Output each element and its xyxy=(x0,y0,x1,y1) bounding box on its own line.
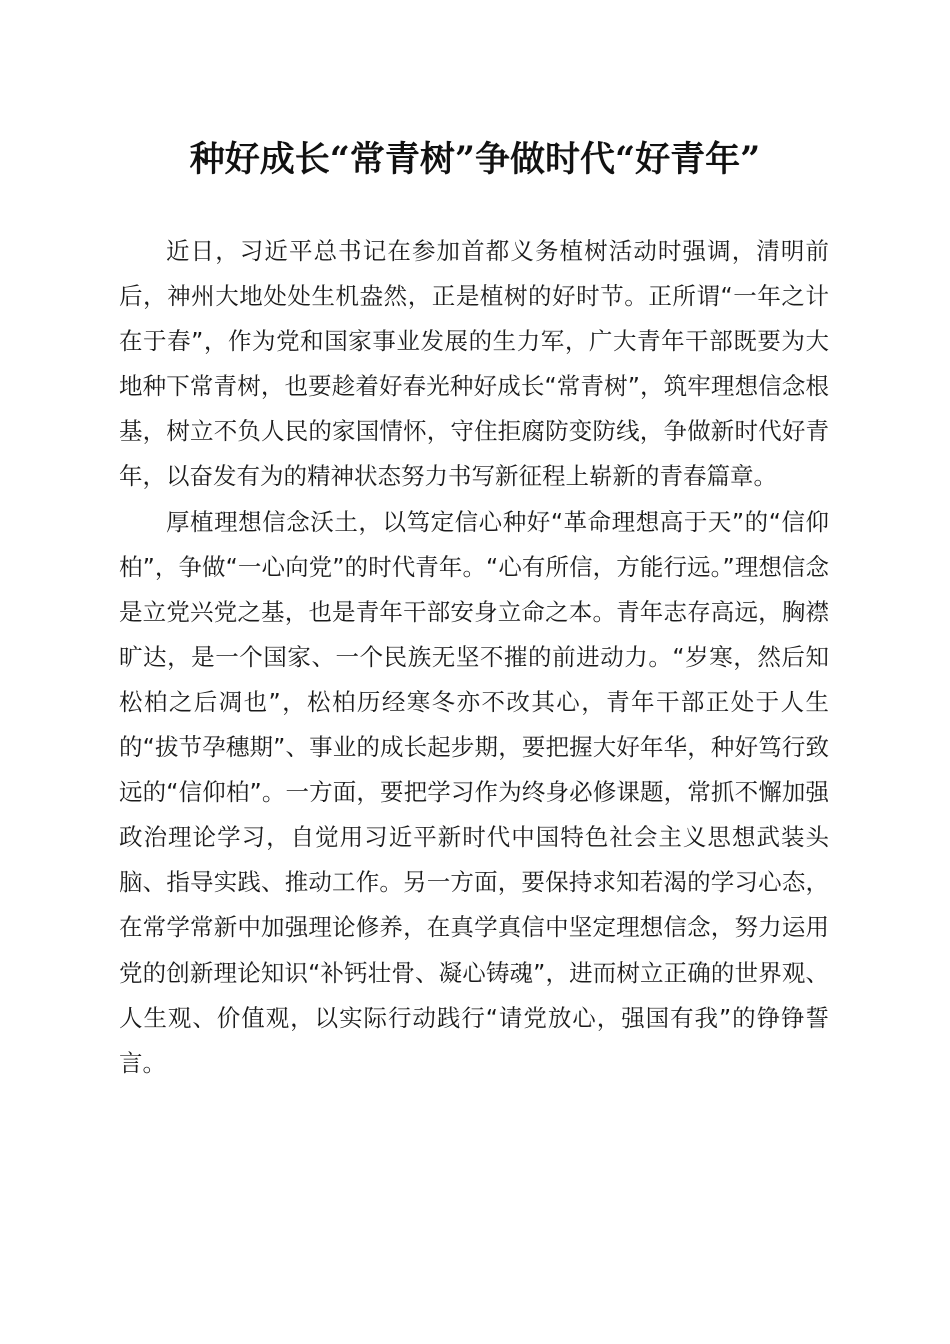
document-body xyxy=(119,229,829,1086)
paragraph: 近日，习近平总书记在参加首都义务植树活动时强调，清明前后，神州大地处处生机盎然，正是植树的好时节。正所谓“一年之计在于春”，作为党和国家事业发展的生力军，广大青年干部既要为大地种下常青树，也要趁着好春光种好成长“常青树”，筑牢理想信念根基，树立不负人民的家国情怀，守住拒腐防变防线，争做新时代好青年，以奋发有为的精神状态努力书写新征程上崭新的青春篇章。 xyxy=(119,237,829,491)
paragraph: 厚植理想信念沃土，以笃定信心种好“革命理想高于天”的“信仰柏”，争做“一心向党”的时代青年。“心有所信，方能行远。”理想信念是立党兴党之基，也是青年干部安身立命之本。青年志存高远，胸襟旷达，是一个国家、一个民族无坚不摧的前进动力。“岁寒，然后知松柏之后凋也”，松柏历经寒冬亦不改其心，青年干部正处于人生的“拔节孕穗期”、事业的成长起步期，要把握大好年华，种好笃行致远的“信仰柏”。一方面，要把学习作为终身必修课题，常抓不懈加强政治理论学习，自觉用习近平新时代中国特色社会主义思想武装头脑、指导实践、推动工作。另一方面，要保持求知若渴的学习心态，在常学常新中加强理论修养，在真学真信中坚定理想信念，努力运用党的创新理论知识“补钙壮骨、凝心铸魂”，进而树立正确的世界观、人生观、价值观，以实际行动践行“请党放心，强国有我”的铮铮誓言。 xyxy=(119,507,829,1077)
document-title: 种好成长“常青树”争做时代“好青年” xyxy=(189,139,761,180)
